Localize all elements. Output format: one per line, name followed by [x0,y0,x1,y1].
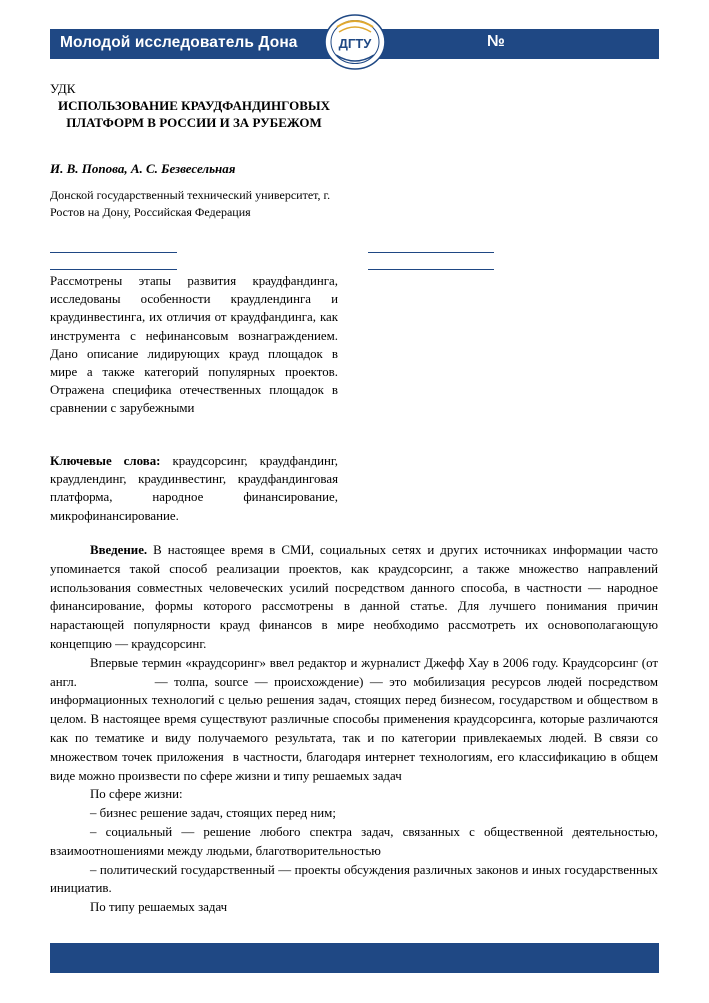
svg-text:ДГТУ: ДГТУ [338,36,372,51]
paragraph: По типу решаемых задач [90,900,228,915]
paragraph-intro [50,541,658,654]
separator-line [368,252,494,253]
keywords [50,452,338,525]
paragraph: Впервые термин «краудсоринг» ввел редактор и журналист Джефф Хау в 2006 году. Краудсорсинг (от англ. — толпа, source — происхождение) — это мобилизация ресурсов людей посредством информационных технологий с целью решения задач, стоящих перед бизнесом, государством и обществом в целом. В настоящее время существуют различные способы применения краудсорсинга, которые различаются как по тематике и виду получаемого результата, так и по категории привлекаемых людей. В связи со множеством точек приложения в частности, благодаря интернет технологиям, его классификацию в общем виде можно произвести по сфере жизни и типу решаемых задач [50,655,662,783]
affiliation: Донской государственный технический университет, г. Ростов на Дону, Российская Федерация [50,188,331,219]
intro-label: Введение. [90,543,148,557]
journal-title: Молодой исследователь Дона [60,34,298,51]
article-title: ИСПОЛЬЗОВАНИЕ КРАУДФАНДИНГОВЫХ ПЛАТФОРМ В РОССИИ И ЗА РУБЕЖОМ [57,98,331,130]
paragraph: По сфере жизни: [90,787,183,802]
keywords-text: краудсорсинг, краудфандинг, краудлендинг, краудинвестинг, краудфандинговая платформа, народное финансирование, микрофинансирование. [50,454,338,523]
article-body [50,541,662,917]
abstract: Рассмотрены этапы развития краудфандинга, исследованы особенности краудлендинга и краудинвестинга, их отличия от краудфандинга, как инструмента с нефинансовым вознаграждением. Дано описание лидирующих крауд площадок в мире а также категорий популярных проектов. Отражена специфика отечественных площадок в сравнении с зарубежными [50,274,338,416]
list-item: – социальный — решение любого спектра задач, связанных с общественной деятельностью, взаимоотношениями между людьми, благотворительностью [50,824,658,858]
list-item: – политический государственный — проекты обсуждения различных законов и иных государственных инициатив. [50,862,658,896]
list-item: – бизнес решение задач, стоящих перед ним; [90,806,336,821]
university-logo-icon [323,13,387,71]
udk-label: УДК [50,81,76,96]
issue-number: № [487,33,505,50]
keywords-label: Ключевые слова: [50,454,161,468]
intro-text: В настоящее время в СМИ, социальных сетях и других источниках информации часто упоминается такой способ реализации проектов, как краудсорсинг, а также множество направлений использования совместных человеческих усилий посредством данного способа, в частности — народное финансирование, формы которого рассмотрены в данной статье. Для лучшего понимания причин нарастающей популярности крауд финансов в мире необходимо рассмотреть их основополагающую концепцию — краудсорсинг. [50,543,658,651]
separator-line [50,269,177,270]
footer-bar [50,943,659,973]
authors: И. В. Попова, А. С. Безвесельная [50,161,236,176]
separator-line [368,269,494,270]
separator-line [50,252,177,253]
